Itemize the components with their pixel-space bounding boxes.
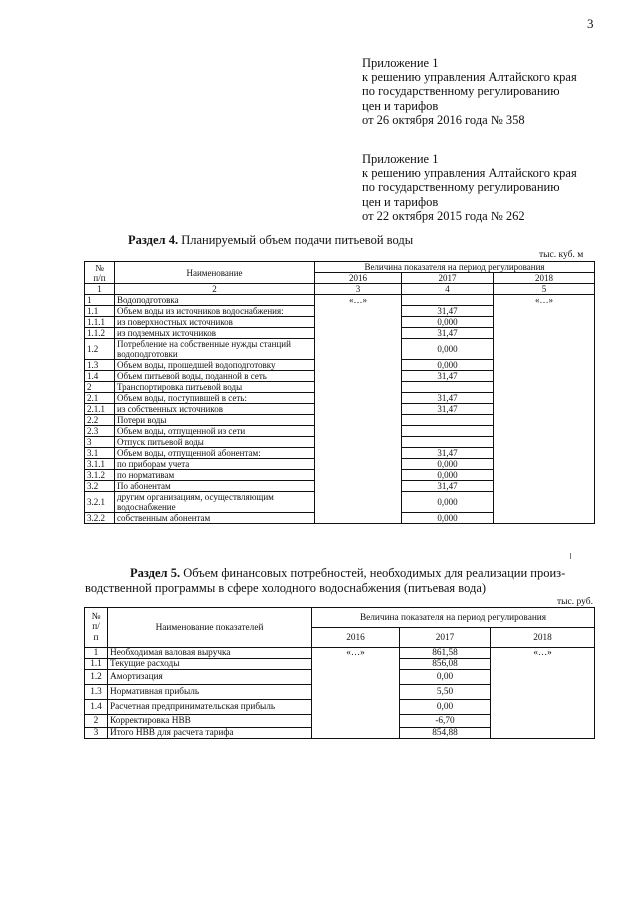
row-name-cell: Объем воды, поступившей в сеть: (115, 393, 315, 404)
row-number-cell: 1 (85, 648, 108, 659)
row-number-cell: 1.1.2 (85, 328, 115, 339)
merged-2016-cell: «…» (312, 648, 400, 739)
merged-2018-cell: «…» (491, 648, 595, 739)
row-number-cell: 3 (85, 728, 108, 739)
page-number: 3 (587, 16, 594, 31)
row-name-cell: По абонентам (115, 481, 315, 492)
appendix-line: по государственному регулированию (362, 180, 560, 195)
appendix-block-current (362, 56, 577, 127)
row-number-cell: 1.3 (85, 685, 108, 700)
section-5-title-text: Объем финансовых потребностей, необходимых для реализации произ- (180, 566, 566, 580)
header-num-line: п/ (92, 622, 100, 633)
row-number-cell: 2.2 (85, 415, 115, 426)
section-4-title-bold: Раздел 4. (128, 233, 179, 247)
row-number-cell: 3.2 (85, 481, 115, 492)
row-number-cell: 2.1 (85, 393, 115, 404)
row-name-cell: Корректировка НВВ (108, 715, 312, 728)
row-number-cell: 3.1.2 (85, 470, 115, 481)
row-number-cell: 1.4 (85, 371, 115, 382)
row-name-cell: из поверхностных источников (115, 317, 315, 328)
row-number-cell: 1.1 (85, 659, 108, 670)
row-number-cell: 1.1 (85, 306, 115, 317)
row-name-cell: Объем воды из источников водоснабжения: (115, 306, 315, 317)
column-numbers-row (85, 284, 595, 295)
header-name-cell: Наименование (115, 262, 315, 284)
row-number-cell: 1.1.1 (85, 317, 115, 328)
header-year-cell: 2016 (312, 628, 400, 648)
row-name-cell: из подземных источников (115, 328, 315, 339)
header-year-cell: 2017 (400, 628, 491, 648)
appendix-line: цен и тарифов (362, 98, 439, 113)
row-name-cell: по нормативам (115, 470, 315, 481)
row-number-cell: 3.1.1 (85, 459, 115, 470)
value-2017-cell (402, 426, 494, 437)
table-row (85, 295, 595, 306)
row-number-cell: 2 (85, 382, 115, 393)
value-2017-cell: 31,47 (402, 481, 494, 492)
header-year-cell: 2017 (402, 273, 494, 284)
appendix-line: Приложение 1 (362, 56, 439, 70)
row-number-cell: 2.1.1 (85, 404, 115, 415)
value-2017-cell: 0,000 (402, 317, 494, 328)
section-4-title (128, 233, 413, 248)
row-name-cell: Транспортировка питьевой воды (115, 382, 315, 393)
header-num-line: № (91, 611, 101, 622)
row-number-cell: 2 (85, 715, 108, 728)
section-5-title-bold: Раздел 5. (130, 566, 181, 580)
section-4-unit: тыс. куб. м (539, 250, 584, 260)
row-name-cell: по приборам учета (115, 459, 315, 470)
row-name-cell: Расчетная предпринимательская прибыль (108, 700, 312, 715)
column-number-cell: 5 (494, 284, 595, 295)
header-year-cell: 2018 (491, 628, 595, 648)
row-name-cell: Отпуск питьевой воды (115, 437, 315, 448)
column-number-cell: 1 (85, 284, 115, 295)
value-2017-cell (402, 382, 494, 393)
header-period-cell: Величина показателя на период регулирования (312, 608, 595, 628)
appendix-line: от 22 октября 2015 года № 262 (362, 208, 525, 223)
row-name-cell: Объем воды, отпущенной абонентам: (115, 448, 315, 459)
appendix-line: к решению управления Алтайского края (362, 70, 577, 85)
value-2017-cell: 31,47 (402, 448, 494, 459)
value-2017-cell: 861,58 (400, 648, 491, 659)
header-year-cell: 2018 (494, 273, 595, 284)
merged-2016-cell: «…» (315, 295, 402, 524)
row-name-cell: Текущие расходы (108, 659, 312, 670)
header-num-cell (85, 262, 115, 284)
section-5-table (84, 607, 595, 739)
value-2017-cell: 31,47 (402, 404, 494, 415)
value-2017-cell: 31,47 (402, 328, 494, 339)
value-2017-cell (402, 437, 494, 448)
header-num-line: п (93, 632, 99, 643)
row-number-cell: 1.2 (85, 339, 115, 360)
value-2017-cell: 0,000 (402, 360, 494, 371)
column-number-cell: 2 (115, 284, 315, 295)
scan-mark (570, 553, 571, 559)
section-5-title (85, 566, 600, 595)
row-number-cell: 3.2.2 (85, 513, 115, 524)
value-2017-cell: 0,000 (402, 470, 494, 481)
table-row (85, 648, 595, 659)
row-name-cell: собственным абонентам (115, 513, 315, 524)
value-2017-cell: 856,08 (400, 659, 491, 670)
value-2017-cell (402, 295, 494, 306)
header-row (85, 608, 595, 628)
header-row (85, 262, 595, 273)
row-name-cell: Объем питьевой воды, поданной в сеть (115, 371, 315, 382)
header-name-cell: Наименование показателей (108, 608, 312, 648)
row-number-cell: 1.2 (85, 670, 108, 685)
section-4-title-text: Планируемый объем подачи питьевой воды (178, 233, 414, 247)
header-num-line: п/п (93, 272, 106, 283)
value-2017-cell: 0,000 (402, 513, 494, 524)
row-number-cell: 3.2.1 (85, 492, 115, 513)
row-number-cell: 1.3 (85, 360, 115, 371)
row-name-cell: Потери воды (115, 415, 315, 426)
column-number-cell: 3 (315, 284, 402, 295)
section-4-table (84, 261, 595, 524)
header-num-line: № (95, 262, 104, 273)
row-name-cell: другим организациям, осуществляющим водоснабжение (115, 492, 315, 513)
row-number-cell: 1.4 (85, 700, 108, 715)
value-2017-cell: 31,47 (402, 306, 494, 317)
value-2017-cell: 854,88 (400, 728, 491, 739)
column-number-cell: 4 (402, 284, 494, 295)
row-name-cell: Потребление на собственные нужды станций водоподготовки (115, 339, 315, 360)
merged-2018-cell: «…» (494, 295, 595, 524)
section-5-unit: тыс. руб. (557, 597, 593, 607)
row-name-cell: Нормативная прибыль (108, 685, 312, 700)
row-name-cell: Объем воды, отпущенной из сети (115, 426, 315, 437)
value-2017-cell: 0,00 (400, 670, 491, 685)
appendix-block-original (362, 152, 577, 223)
value-2017-cell: 0,000 (402, 459, 494, 470)
row-number-cell: 1 (85, 295, 115, 306)
header-num-cell (85, 608, 108, 648)
row-number-cell: 2.3 (85, 426, 115, 437)
row-number-cell: 3 (85, 437, 115, 448)
row-number-cell: 3.1 (85, 448, 115, 459)
value-2017-cell: 31,47 (402, 371, 494, 382)
value-2017-cell: 0,000 (402, 492, 494, 513)
value-2017-cell: 31,47 (402, 393, 494, 404)
appendix-line: от 26 октября 2016 года № 358 (362, 112, 525, 127)
row-name-cell: Итого НВВ для расчета тарифа (108, 728, 312, 739)
appendix-line: к решению управления Алтайского края (362, 166, 577, 181)
row-name-cell: Необходимая валовая выручка (108, 648, 312, 659)
row-name-cell: Водоподготовка (115, 295, 315, 306)
row-name-cell: из собственных источников (115, 404, 315, 415)
value-2017-cell: 0,000 (402, 339, 494, 360)
row-name-cell: Амортизация (108, 670, 312, 685)
value-2017-cell: 0,00 (400, 700, 491, 715)
appendix-line: Приложение 1 (362, 152, 439, 166)
header-period-cell: Величина показателя на период регулирования (315, 262, 595, 273)
value-2017-cell: 5,50 (400, 685, 491, 700)
header-year-cell: 2016 (315, 273, 402, 284)
row-name-cell: Объем воды, прошедшей водоподготовку (115, 360, 315, 371)
appendix-line: по государственному регулированию (362, 84, 560, 99)
value-2017-cell (402, 415, 494, 426)
value-2017-cell: -6,70 (400, 715, 491, 728)
appendix-line: цен и тарифов (362, 194, 439, 209)
section-5-title-line2: водственной программы в сфере холодного водоснабжения (питьевая вода) (85, 580, 487, 595)
